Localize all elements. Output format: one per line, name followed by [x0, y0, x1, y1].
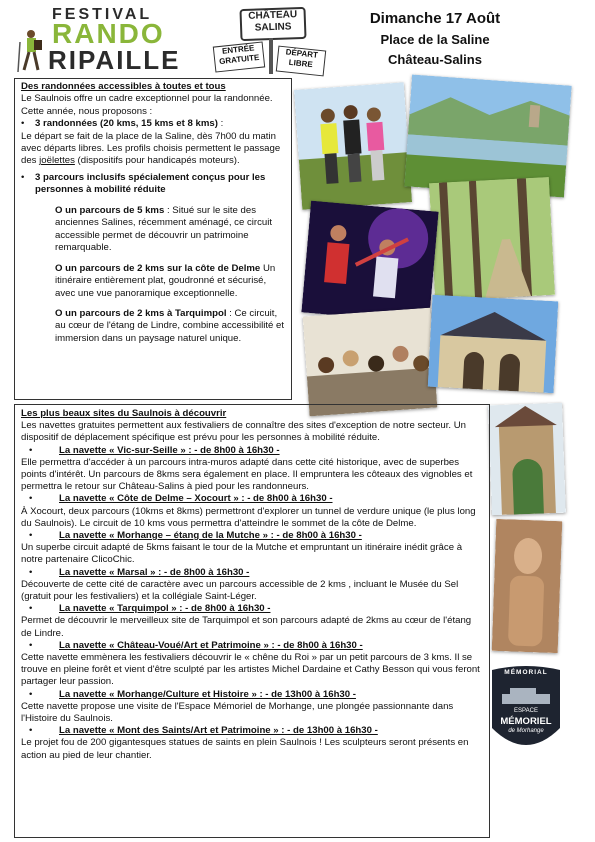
tower-ruin-photo — [488, 403, 566, 516]
bullet-icon: • — [29, 493, 33, 505]
navette-description: Un superbe circuit adapté de 5kms faisant le tour de la Mutche et empruntant un itinéraire inédit grâce à notre partenaire ClicoChic. — [21, 542, 463, 566]
concert-photo — [301, 201, 438, 324]
accessible-hikes-box — [14, 78, 292, 400]
navette-title: La navette « Mont des Saints/Art et Patrimoine » : - de 13h00 à 16h30 - — [59, 725, 378, 737]
bullet2-label: 3 parcours inclusifs spécialement conçus pour les personnes à mobilité réduite — [35, 171, 266, 196]
hikers-photo — [294, 82, 412, 209]
navette-item — [21, 689, 483, 701]
logo-festival: FESTIVAL — [52, 6, 153, 23]
navette-description: Le projet fou de 200 gigantesques statues de saints en plein Saulnois ! Les sculpteurs seront présents en action au pied de leur chantier. — [21, 737, 469, 761]
sites-box — [14, 404, 490, 838]
navette-description: Elle permettra d'accéder à un parcours intra-muros adapté dans cette cité historique, avec de superbes points d'intérêt. Un parcours de 8kms sera également en place. Il empruntera les côteaux des vignobles et permettra le retour sur Château-Salins à pied pour les randonneurs. — [21, 456, 473, 493]
event-town: Château-Salins — [388, 52, 482, 67]
bullet-icon: • — [29, 688, 33, 700]
sign-entree-gratuite: ENTRÉE GRATUITE — [213, 41, 265, 72]
navette-item — [21, 445, 483, 457]
navette-description: À Xocourt, deux parcours (10kms et 8kms) permettront d'explorer un tunnel de verdure unique (le plus long du Saulnois). Le circuit de 10 kms vous permettra d'atteindre le sommet de la côte de Delme. — [21, 505, 476, 529]
box1-bullet-1: • 3 randonnées (20 kms, 15 kms et 8 kms) : — [21, 118, 224, 130]
box1-bullet1-text — [21, 131, 285, 168]
sculpture-photo — [492, 519, 563, 653]
navette-item — [21, 725, 483, 737]
navette-item — [21, 640, 483, 652]
forest-path-photo — [429, 177, 555, 301]
navette-title: La navette « Côte de Delme – Xocourt » : - de 8h00 à 16h30 - — [59, 493, 333, 505]
event-date: Dimanche 17 Août — [369, 10, 501, 27]
sign-post — [269, 38, 273, 74]
navette-title: La navette « Tarquimpol » : - de 8h00 à 16h30 - — [59, 603, 271, 615]
b1-text-pre: Le départ se fait de la place de la Saline, dès 7h00 du matin avec départs libres. Les profils choisis permettent le passage des — [21, 130, 281, 167]
navette-item — [21, 603, 483, 615]
p1-label: O un parcours de 5 kms — [55, 205, 165, 217]
memorial-line3: MÉMORIEL — [500, 716, 552, 727]
p3-label: O un parcours de 2 kms à Tarquimpol — [55, 307, 227, 319]
navette-title: La navette « Morhange/Culture et Histoire » : - de 13h00 à 16h30 - — [59, 688, 356, 700]
sign-chateau-salins: CHÂTEAU SALINS — [239, 7, 306, 41]
navette-title: La navette « Marsal » : - de 8h00 à 16h30 - — [59, 566, 250, 578]
parcours-tarquimpol — [21, 308, 285, 345]
b1-text-post: (dispositifs pour handicapés moteurs). — [74, 155, 240, 167]
box1-intro: Le Saulnois offre un cadre exceptionnel pour la randonnée. Cette année, nous proposons : — [21, 93, 273, 117]
navette-description: Cette navette propose une visite de l'Espace Mémoriel de Morhange, une plongée passionnante dans l'Histoire du Saulnois. — [21, 700, 454, 725]
box2-intro: Les navettes gratuites permettent aux festivaliers de connaître des sites d'exception de notre secteur. Un dispositif de déplacement spécifique est prévu pour les personnes à mobilité réduite. — [21, 420, 466, 444]
bullet-icon: • — [29, 444, 33, 456]
bullet1-colon: : — [217, 118, 224, 130]
box1-bullet-2: • 3 parcours inclusifs spécialement conçus pour les personnes à mobilité réduite — [21, 172, 285, 197]
navettes-list — [21, 445, 483, 762]
espace-memoriel-logo — [488, 664, 564, 760]
bullet-icon: • — [29, 639, 33, 651]
p3-text: : Ce circuit, au cœur de l'étang de Lindre, combine accessibilité et immersion dans un paysage naturel unique. — [55, 307, 285, 344]
box2-title: Les plus beaux sites du Saulnois à découvrir — [21, 408, 227, 419]
crowd-photo — [303, 308, 438, 417]
navette-item — [21, 567, 483, 579]
box1-title: Des randonnées accessibles à toutes et tous — [21, 81, 226, 92]
event-place: Place de la Saline — [380, 32, 490, 47]
memorial-line2: ESPACE — [514, 708, 538, 714]
navette-item — [21, 530, 483, 542]
logo-rando: RANDO — [52, 18, 165, 49]
bullet-icon: • — [29, 566, 33, 578]
navette-title: La navette « Vic-sur-Seille » : - de 8h00 à 16h30 - — [59, 444, 280, 456]
hiker-icon — [14, 28, 48, 74]
p1-text: : Situé sur le site des anciennes Salines, récemment aménagé, ce circuit accessible permet de découvrir un patrimoine remarquable. — [55, 205, 273, 254]
navette-description: Découverte de cette cité de caractère avec un parcours accessible de 2 kms , incluant le Musée du Sel (gratuit pour les festivaliers) et la collégiale Saint-Léger. — [21, 578, 459, 603]
bullet-icon: • — [29, 530, 33, 542]
navette-title: La navette « Château-Voué/Art et Patrimoine » : - de 8h00 à 16h30 - — [59, 639, 363, 651]
navette-description: Cette navette emmènera les festivaliers découvrir le « chêne du Roi » par un petit parcours de 3 kms. Il se trouve en pleine forêt et vient d'être sculpté par les artistes Michel Dardaine et Cathy Besson qui vous feront partager leur passion. — [21, 652, 480, 688]
chateau-gate-photo — [428, 295, 559, 393]
p2-text: Un itinéraire entièrement plat, goudronné et sécurisé, avec une vue panoramique exceptionnelle. — [55, 262, 276, 299]
memorial-line4: de Morhange — [508, 728, 544, 734]
sign-depart-libre: DÉPART LIBRE — [276, 46, 326, 77]
bullet-icon: • — [29, 725, 33, 737]
joelettes-term: joëlettes — [39, 155, 75, 167]
bullet1-label: 3 randonnées (20 kms, 15 kms et 8 kms) — [35, 118, 218, 130]
memorial-line1: MÉMORIAL — [504, 669, 548, 676]
logo-ripaille: RIPAILLE — [48, 45, 181, 75]
parcours-delme — [21, 263, 285, 300]
navette-description: Permet de découvrir le merveilleux site de Tarquimpol et son parcours adapté de 2kms au cœur de l'étang de Lindre. — [21, 615, 472, 639]
parcours-5km — [21, 205, 285, 255]
navette-item — [21, 493, 483, 505]
navette-title: La navette « Morhange – étang de la Mutche » : - de 8h00 à 16h30 - — [59, 530, 362, 542]
p2-label: O un parcours de 2 kms sur la côte de Delme — [55, 262, 261, 274]
bullet-icon: • — [29, 603, 33, 615]
